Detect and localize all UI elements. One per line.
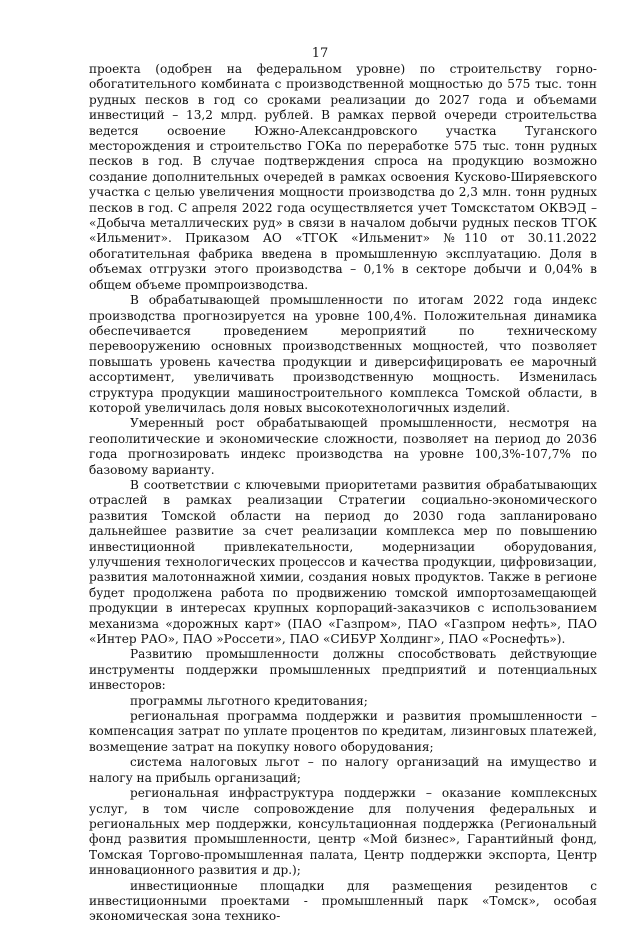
list-item-credit-programs: программы льготного кредитования; xyxy=(130,693,368,708)
paragraph-manufacturing-index: В обрабатывающей промышленности по итогам 2022 года индекс производства прогнозируется на уровне 100,4%. Положительная динамика обеспечивается проведением мероприятий по техническому перевооружению основных производственных мощностей, что позволяет повышать уровень качества продукции и диверсифицировать ее марочный ассортимент, увеличивать производственную мощность. Изменилась структура продукции машиностроительного комплекса Томской области, в которой увеличилась доля новых высокотехнологичных изделий. xyxy=(89,293,597,415)
paragraph-moderate-growth: Умеренный рост обрабатывающей промышленности, несмотря на геополитические и экономические сложности, позволяет на период до 2036 года прогнозировать индекс производства на уровне 100,3%-107,7% по базовому варианту. xyxy=(89,416,597,477)
page-number: 17 xyxy=(311,46,329,61)
document-body xyxy=(89,62,597,925)
list-item-regional-program: региональная программа поддержки и развития промышленности – компенсация затрат по уплате процентов по кредитам, лизинговых платежей, возмещение затрат на покупку нового оборудования; xyxy=(89,709,597,754)
paragraph-strategy-priorities: В соответствии с ключевыми приоритетами развития обрабатывающих отраслей в рамках реализации Стратегии социально-экономического развития Томской области на период до 2030 года запланировано дальнейшее развитие за счет реализации комплекса мер по повышению инвестиционной привлекательности, модернизации оборудования, улучшения технологических процессов и качества продукции, цифровизации, развития малотоннажной химии, создания новых продуктов. Также в регионе будет продолжена работа по продвижению томской импортозамещающей продукции в интересах крупных корпораций-заказчиков с использованием механизма «дорожных карт» (ПАО «Газпром», ПАО «Газпром нефть», ПАО «Интер РАО», ПАО »Россети», ПАО «СИБУР Холдинг», ПАО «Роснефть»). xyxy=(89,477,597,647)
list-item-support-infrastructure: региональная инфраструктура поддержки – оказание комплексных услуг, в том числе сопровождение для получения федеральных и региональных мер поддержки, консультационная поддержка (Региональный фонд развития промышленности, центр «Мой бизнес», Гарантийный фонд, Томская Торгово-промышленная палата, Центр поддержки экспорта, Центр инновационного развития и др.); xyxy=(89,786,597,878)
list-item-tax-benefits: система налоговых льгот – по налогу организаций на имущество и налогу на прибыль организаций; xyxy=(89,755,597,785)
paragraph-support-instruments: Развитию промышленности должны способствовать действующие инструменты поддержки промышленных предприятий и потенциальных инвесторов: xyxy=(89,647,597,693)
list-item-investment-sites: инвестиционные площадки для размещения резидентов с инвестиционными проектами - промышленный парк «Томск», особая экономическая зона технико- xyxy=(89,878,597,924)
paragraph-ilmenite-project: проекта (одобрен на федеральном уровне) по строительству горно-обогатительного комбината с производственной мощностью до 575 тыс. тонн рудных песков в год со сроками реализации до 2027 года и объемами инвестиций – 13,2 млрд. рублей. В рамках первой очереди строительства ведется освоение Южно-Александровского участка Туганского месторождения и строительство ГОКа по переработке 575 тыс. тонн рудных песков в год. В случае подтверждения спроса на продукцию возможно создание дополнительных очередей в рамках освоения Кусково-Ширяевского участка с целью увеличения мощности производства до 2,3 млн. тонн рудных песков в год. С апреля 2022 года осуществляется учет Томскстатом ОКВЭД – «Добыча металлических руд» в связи в началом добычи рудных песков ТГОК «Ильменит». Приказом АО «ТГОК «Ильменит» №110 от 30.11.2022 обогатительная фабрика введена в промышленную эксплуатацию. Доля в объемах отгрузки этого производства – 0,1% в секторе добычи и 0,04% в общем объеме промпроизводства. xyxy=(89,62,597,292)
